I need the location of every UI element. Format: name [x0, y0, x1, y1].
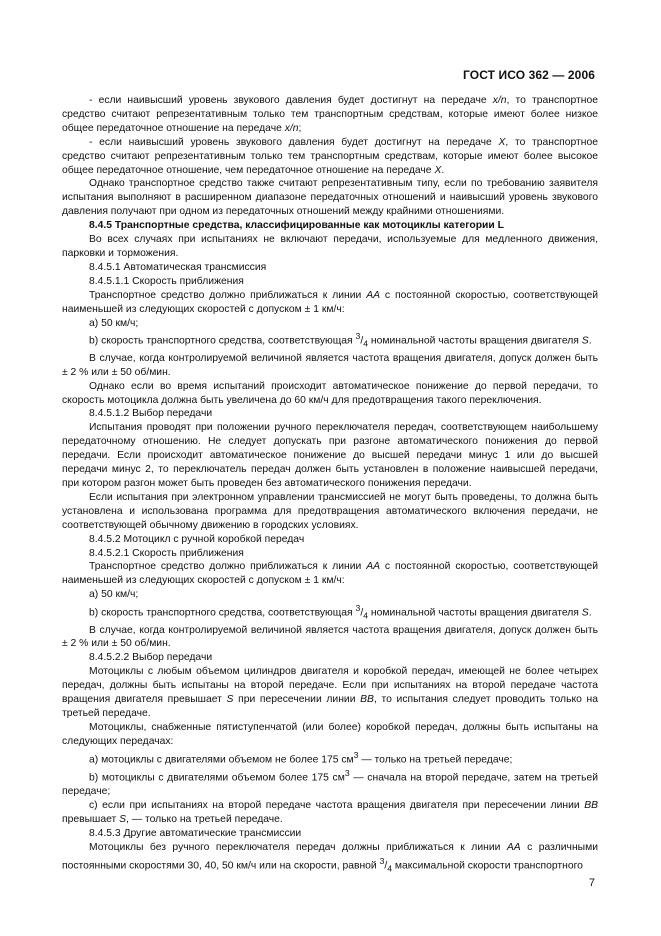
paragraph: Мотоциклы, снабженные пятиступенчатой (или более) коробкой передач, должны быть испытаны на следующих передачах: — [62, 721, 598, 747]
paragraph: b) скорость транспортного средства, соответствующая $^3/_4$ номинальной частоты вращения двигателя S. — [89, 331, 592, 349]
page-number: 7 — [588, 877, 595, 889]
paragraph: 8.4.5.2.2 Выбор передачи — [89, 652, 213, 664]
document-body — [62, 94, 598, 876]
paragraph: Испытания проводят при положении ручного переключателя передач, соответствующем наибольшему передаточному отношению. Не следует допускать при разгоне автоматического понижения до первой передачи. Если происходит автоматическое понижение до высшей передачи минус 1 или до высшей передачи минус 2, то переключатель передач должен быть установлен в положение наивысшей передачи, при котором разгон может быть проведен без автоматического понижения передачи. — [62, 422, 598, 489]
paragraph: - если наивысший уровень звукового давления будет достигнут на передаче x/n, то транспортное средство считают репрезентативным только тем транспортным средствам, которые имеют более низкое общее передаточное отношение на передаче x/n; — [62, 95, 598, 134]
paragraph: Мотоциклы без ручного переключателя передач должны приближаться к линии АА с различными постоянными скоростями 30, 40, 50 км/ч или на скорости, равной $^3/_4$ максимальной скорости транспортного — [62, 842, 598, 874]
paragraph: b) скорость транспортного средства, соответствующая $^3/_4$ номинальной частоты вращения двигателя S. — [89, 603, 592, 621]
paragraph: Во всех случаях при испытаниях не включают передачи, используемые для медленного движения, парковки и торможения. — [62, 234, 598, 259]
paragraph: Транспортное средство должно приближаться к линии АА с постоянной скоростью, соответствующей наименьшей из следующих скоростей с допуском ± 1 км/ч: — [62, 289, 598, 315]
paragraph: Однако если во время испытаний происходит автоматическое понижение до первой передачи, то скорость мотоцикла должна быть увеличена до 60 км/ч для предотвращения такого переключения. — [62, 380, 598, 406]
paragraph: Однако транспортное средство также считают репрезентативным типу, если по требованию заявителя испытания выполняют в расширенном диапазоне передаточных отношений и наивысший уровень звукового давления получают при одном из передаточных отношений между крайними отношениями. — [62, 178, 598, 218]
paragraph: 8.4.5.1.2 Выбор передачи — [89, 408, 213, 420]
paragraph: В случае, когда контролируемой величиной является частота вращения двигателя, допуск должен быть ± 2 % или ± 50 об/мин. — [62, 352, 598, 378]
document-header: ГОСТ ИСО 362 — 2006 — [463, 68, 595, 82]
paragraph: В случае, когда контролируемой величиной является частота вращения двигателя, допуск должен быть ± 2 % или ± 50 об/мин. — [62, 624, 598, 650]
paragraph: с) если при испытаниях на второй передаче частота вращения двигателя при пересечении линии ВВ превышает S, — только на третьей передаче. — [62, 800, 598, 826]
paragraph: 8.4.5.1 Автоматическая трансмиссия — [89, 261, 267, 273]
section-heading: 8.4.5 Транспортные средства, классифицированные как мотоциклы категории L — [89, 220, 504, 232]
paragraph: Если испытания при электронном управлении трансмиссией не могут быть проведены, то должна быть установлена и использована программа для предотвращения автоматического включения передачи, не соответствующей обычному движению в городских условиях. — [62, 491, 598, 531]
paragraph: а) мотоциклы с двигателями объемом не более 175 $см^3$ — только на третьей передаче; — [89, 749, 513, 766]
paragraph: - если наивысший уровень звукового давления будет достигнут на передаче X, то транспортное средство считают репрезентативным только тем транспортным средствам, которые имеют более высокое общее передаточное отношение, чем передаточное отношение на передаче X. — [62, 136, 598, 176]
paragraph: 8.4.5.3 Другие автоматические трансмиссии — [89, 828, 302, 840]
paragraph: 8.4.5.1.1 Скорость приближения — [89, 275, 244, 287]
paragraph: 8.4.5.2 Мотоцикл с ручной коробкой передач — [89, 533, 305, 545]
paragraph: b) мотоциклы с двигателями объемом более 175 $см^3$ — сначала на второй передаче, затем на третьей передаче; — [62, 768, 599, 798]
paragraph: Транспортное средство должно приближаться к линии АА с постоянной скоростью, соответствующей наименьшей из следующих скоростей с допуском ± 1 км/ч: — [62, 561, 598, 587]
paragraph: 8.4.5.2.1 Скорость приближения — [89, 547, 244, 559]
paragraph: Мотоциклы с любым объемом цилиндров двигателя и коробкой передач, имеющей не более четырех передач, должны быть испытаны на второй передаче. Если при испытаниях на второй передаче частота вращения двигателя превышает S при пересечении линии ВВ, то испытания следует проводить только на третьей передаче. — [62, 666, 599, 719]
paragraph: а) 50 км/ч; — [89, 317, 139, 329]
paragraph: а) 50 км/ч; — [89, 589, 139, 601]
